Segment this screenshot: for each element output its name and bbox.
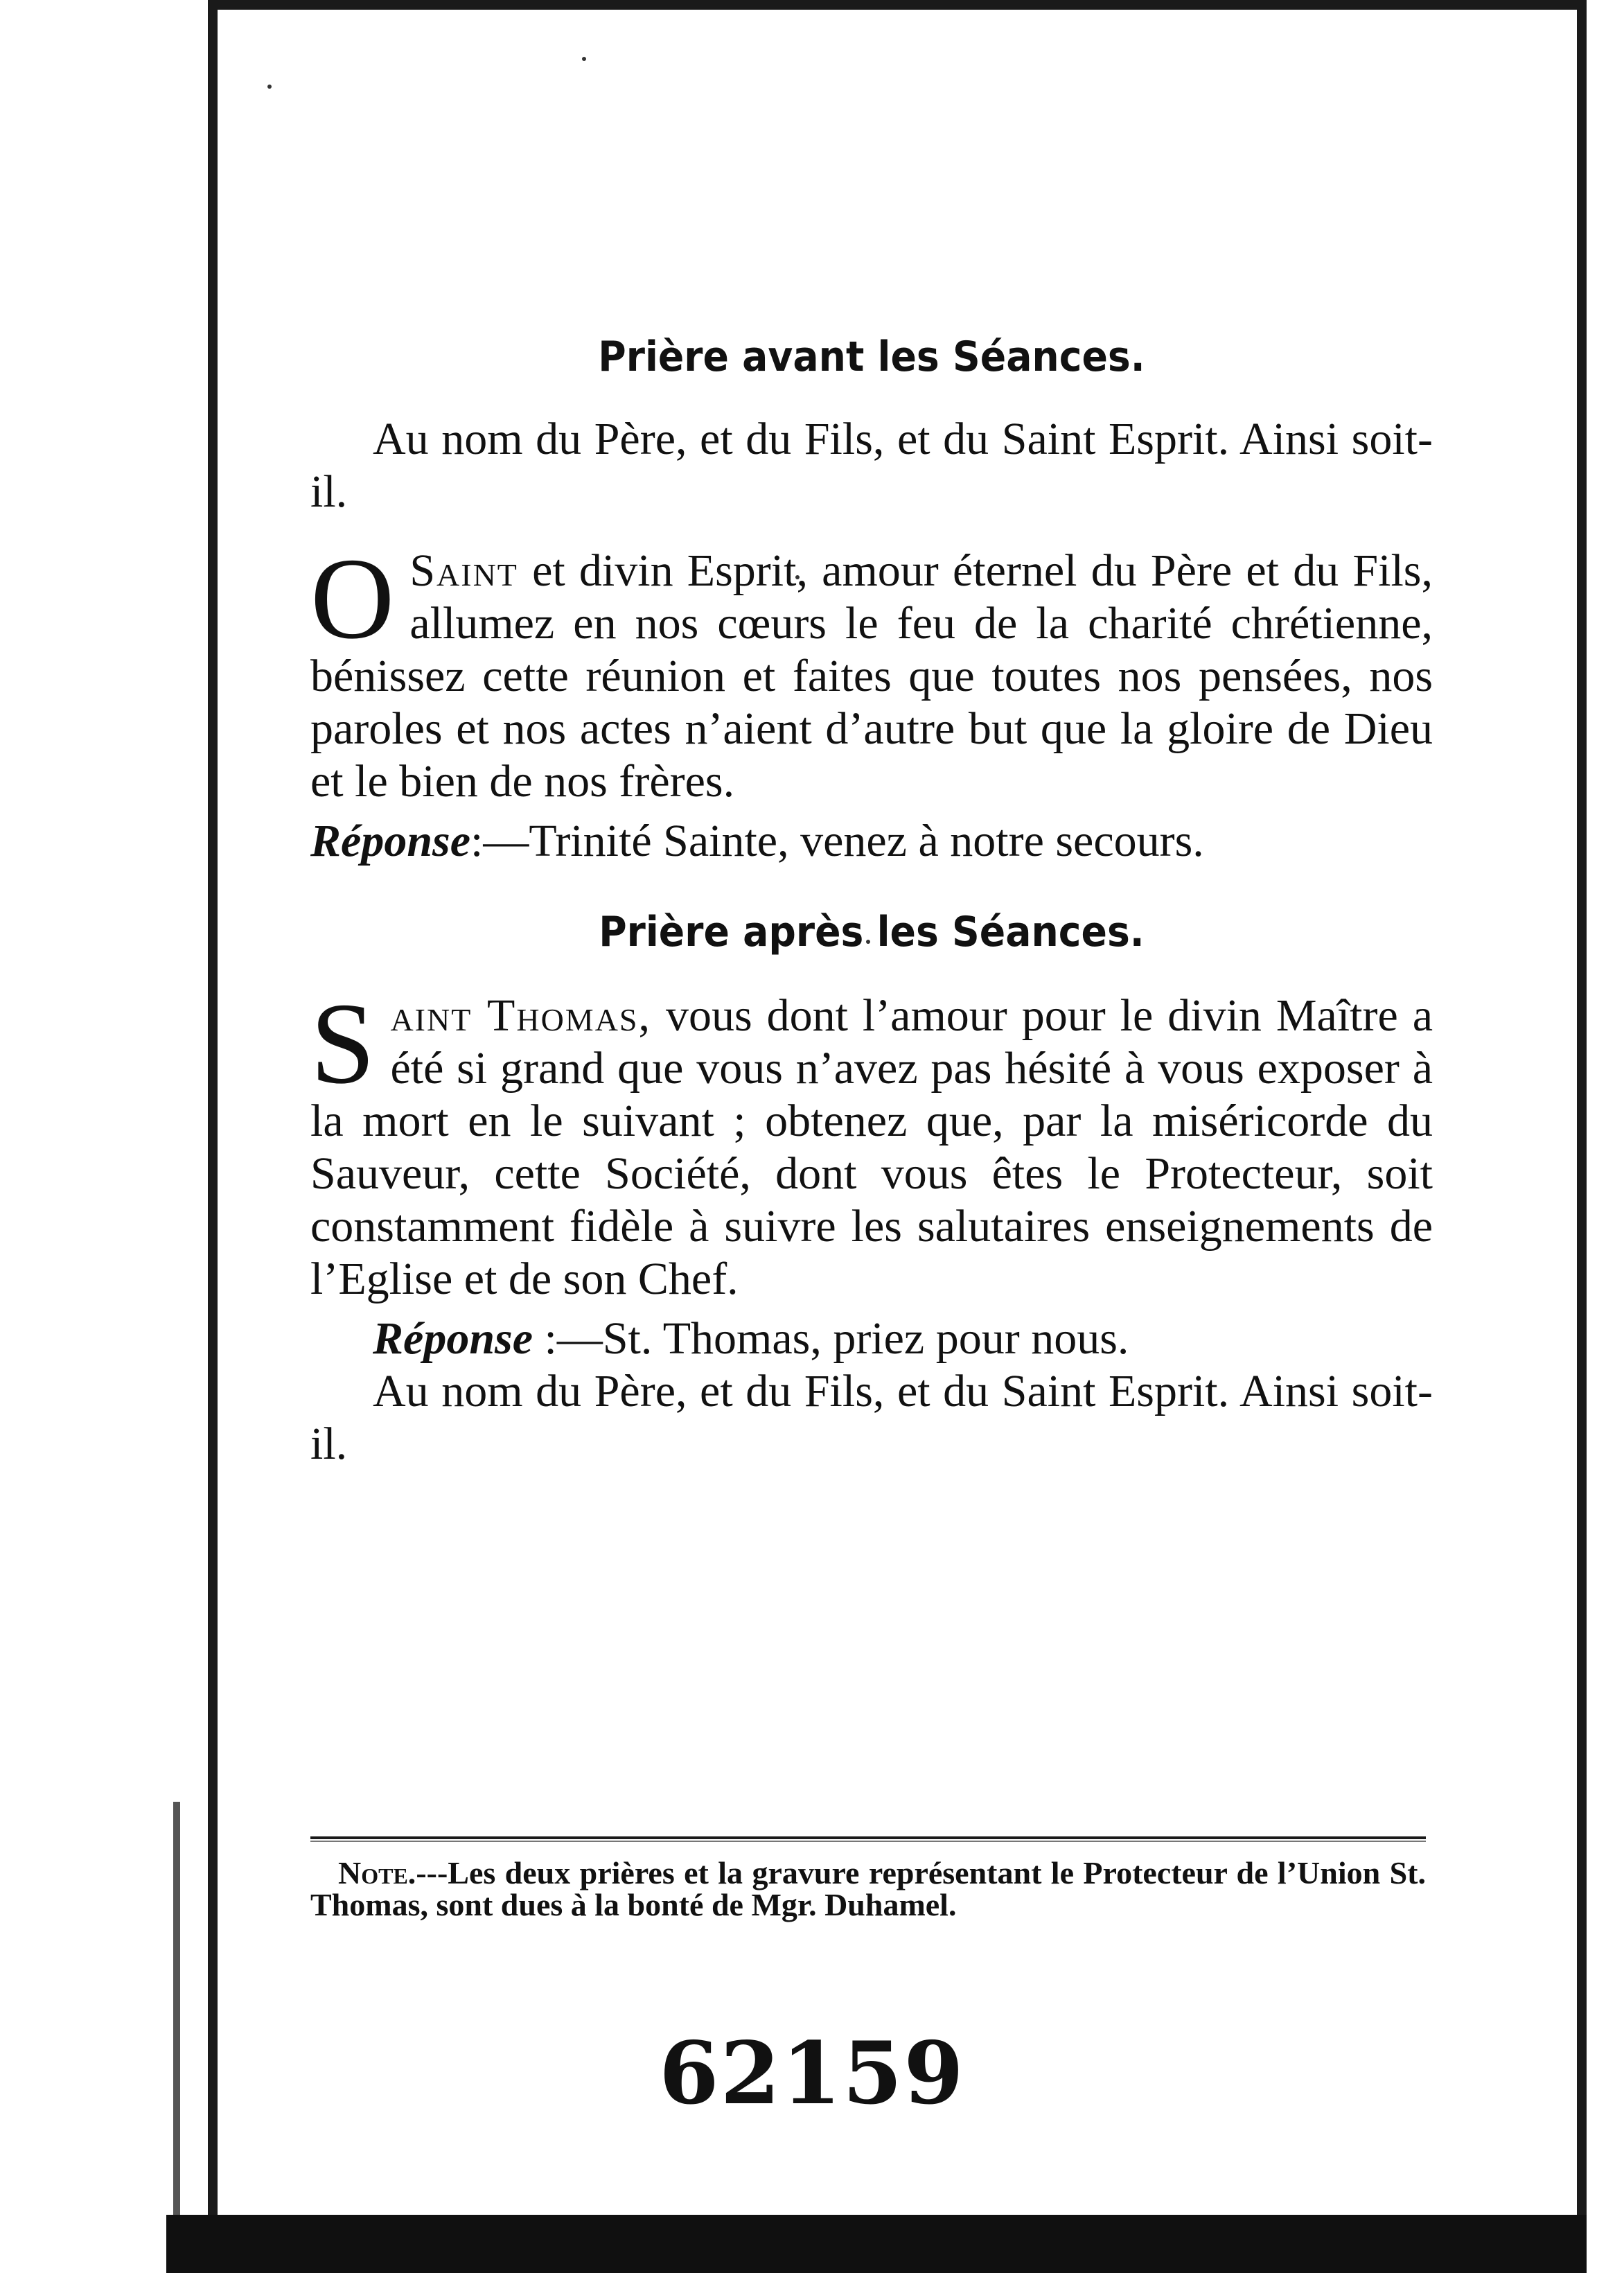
footnote-divider-thin [310, 1841, 1426, 1842]
footnote [310, 1857, 1426, 1921]
footnote-divider [310, 1836, 1426, 1839]
drop-cap: O [310, 534, 395, 663]
scan-border-left [208, 0, 218, 2218]
scan-border-top [208, 0, 1587, 10]
response-line [310, 815, 1433, 868]
prayer-before-sessions [310, 534, 1433, 808]
drop-cap: S [310, 979, 376, 1108]
scan-speck [582, 57, 586, 61]
footnote-text: ---Les deux prières et la gravure représentant le Protecteur de l’Union St. Thomas, sont dues à la bonté de Mgr. Duhamel. [310, 1855, 1426, 1922]
opening-invocation: Au nom du Père, et du Fils, et du Saint Esprit. Ainsi soit-il. [310, 414, 1433, 517]
response-line [310, 1313, 1433, 1365]
scan-border-right [1577, 0, 1587, 2218]
prayer-body: vous dont l’amour pour le divin Maître a été si grand que vous n’avez pas hésité à vous exposer à la mort en le suivant ; obtenez que, par la miséricorde du Sauveur, cette Société, dont vous êtes le Protecteur, soit constamment fidèle à suivre les salutaires enseignements de l’Eglise et de son Chef. [310, 990, 1433, 1304]
prayer-body: et divin Esprit, amour éternel du Père et du Fils, allumez en nos cœurs le feu de la charité chrétienne, bénissez cette réunion et faites que toutes nos pensées, nos paroles et nos actes n’aient d’autre but que la gloire de Dieu et le bien de nos frères. [310, 545, 1433, 807]
response-label: Réponse [373, 1313, 533, 1364]
footnote-label: Note. [338, 1855, 416, 1890]
section-heading-after: Prière après les Séances. [599, 908, 1145, 956]
scan-margin-right [1594, 0, 1624, 2273]
prayer-lead-word: aint Thomas, [390, 990, 652, 1041]
prayer-after-sessions [310, 979, 1433, 1306]
prayer-lead-word: Saint [409, 545, 518, 596]
response-text: :—Trinité Sainte, venez à notre secours. [470, 816, 1204, 866]
closing-invocation: Au nom du Père, et du Fils, et du Saint Esprit. Ainsi soit-il. [310, 1366, 1433, 1469]
page-content [310, 333, 1433, 1471]
catalog-number: 62159 [659, 2024, 965, 2124]
section-heading-before: Prière avant les Séances. [598, 333, 1145, 381]
scan-border-bottom [166, 2215, 1587, 2273]
scan-border-left-shadow [173, 1802, 180, 2218]
response-label: Réponse [310, 816, 470, 866]
response-text: :—St. Thomas, priez pour nous. [533, 1313, 1129, 1364]
scan-speck [267, 85, 272, 89]
